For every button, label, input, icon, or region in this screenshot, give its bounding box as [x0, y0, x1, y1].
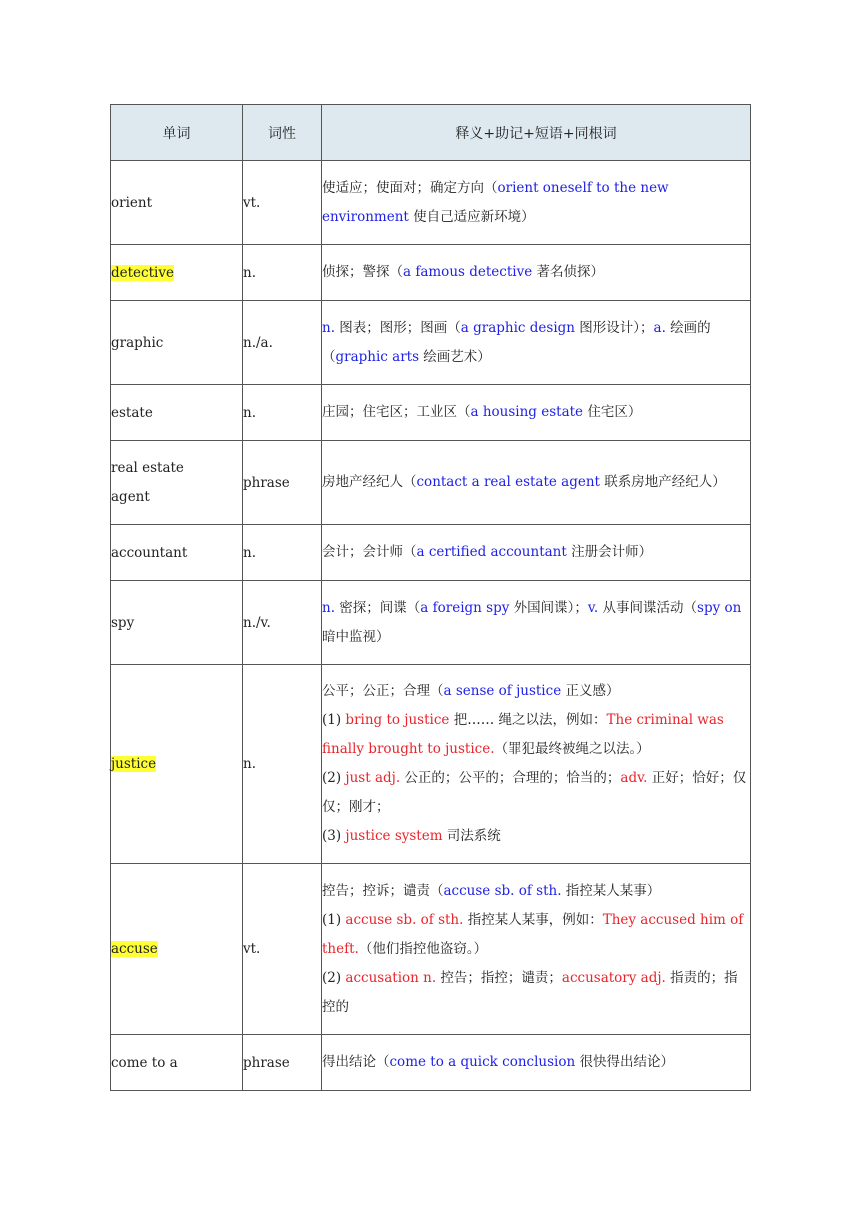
definition-text: (1) — [322, 712, 346, 728]
example-phrase: spy on — [697, 599, 742, 616]
definition-cell — [322, 864, 751, 1035]
definition-cell — [322, 665, 751, 864]
definition-text: 著名侦探） — [532, 264, 604, 280]
example-phrase: a sense of justice — [443, 683, 562, 699]
definition-text: 正好；恰好；仅仅；刚才； — [322, 770, 747, 815]
table-row — [111, 441, 751, 525]
example-phrase: a famous detective — [403, 264, 533, 280]
definition-text: 得出结论（ — [322, 1054, 390, 1070]
pos-cell: n./a. — [243, 301, 322, 385]
definition-text: 庄园；住宅区；工业区（ — [322, 404, 471, 420]
definition-text: 控告；控诉；谴责（ — [322, 882, 444, 899]
word-text: accountant — [111, 544, 188, 561]
word-cell — [111, 161, 243, 245]
pos-cell: n. — [243, 665, 322, 864]
pos-cell: n. — [243, 385, 322, 441]
example-phrase: v. — [587, 599, 599, 616]
pos-cell: n. — [243, 245, 322, 301]
table-row — [111, 245, 751, 301]
definition-line — [322, 174, 750, 232]
definition-line — [322, 314, 750, 372]
definition-line — [322, 1048, 750, 1077]
word-cell — [111, 665, 243, 864]
definition-text: 图形设计）； — [575, 319, 654, 336]
header-row — [111, 105, 751, 161]
pos-cell: n. — [243, 525, 322, 581]
header-pos: 词性 — [243, 105, 322, 161]
table-row — [111, 1035, 751, 1091]
word-cell — [111, 441, 243, 525]
word-text: estate — [111, 404, 153, 421]
word-text: come to a — [111, 1054, 178, 1071]
definition-text: 侦探；警探（ — [322, 264, 403, 280]
definition-cell — [322, 161, 751, 245]
definition-cell — [322, 301, 751, 385]
pos-cell: phrase — [243, 1035, 322, 1091]
definition-text: 控告；指控；谴责； — [436, 969, 562, 986]
vocabulary-table — [110, 104, 751, 1091]
word-cell — [111, 245, 243, 301]
table-row — [111, 301, 751, 385]
definition-text: (2) — [322, 969, 346, 986]
example-phrase: graphic arts — [335, 348, 420, 365]
definition-line — [322, 258, 750, 287]
definition-text: 图表；图形；图画（ — [335, 319, 461, 336]
word-cell — [111, 301, 243, 385]
definition-text: 正义感） — [561, 683, 620, 699]
definition-text: 使自己适应新环境） — [408, 208, 535, 225]
pos-cell: vt. — [243, 864, 322, 1035]
pos-cell: n./v. — [243, 581, 322, 665]
definition-text: 外国间谍）； — [509, 599, 588, 616]
word-cell — [111, 581, 243, 665]
key-phrase: adv. — [620, 770, 648, 786]
key-phrase: accusatory adj. — [561, 969, 666, 986]
table-row — [111, 864, 751, 1035]
definition-text: 使适应；使面对；确定方向（ — [322, 179, 498, 196]
word-text: orient — [111, 194, 153, 211]
example-phrase: come to a quick conclusion — [389, 1054, 576, 1070]
definition-cell — [322, 1035, 751, 1091]
definition-text: 绘画艺术） — [419, 348, 491, 365]
definition-text: 公平；公正；合理（ — [322, 683, 444, 699]
definition-text: 联系房地产经纪人） — [599, 474, 726, 490]
definition-text: （罪犯最终被绳之以法。） — [494, 741, 650, 757]
definition-text: 密探；间谍（ — [335, 599, 421, 616]
definition-cell — [322, 581, 751, 665]
example-phrase: a foreign spy — [420, 599, 510, 616]
example-phrase: accuse sb. of sth. — [443, 882, 562, 899]
definition-line — [322, 764, 750, 822]
table-row — [111, 385, 751, 441]
example-phrase: contact a real estate agent — [416, 474, 600, 490]
word-text: accuse — [111, 941, 158, 957]
definition-text: 司法系统 — [442, 828, 501, 844]
word-text: justice — [111, 756, 157, 772]
example-phrase: n. — [322, 319, 335, 336]
definition-line — [322, 594, 750, 652]
key-phrase: The criminal was finally brought to justice. — [322, 712, 724, 757]
definition-text: （他们指控他盗窃。） — [358, 940, 488, 957]
definition-text: 注册会计师） — [566, 544, 653, 560]
definition-text: (2) — [322, 770, 346, 786]
table-row — [111, 161, 751, 245]
definition-text: 绘画的（ — [322, 319, 711, 365]
definition-cell — [322, 441, 751, 525]
key-phrase: accuse sb. of sth. — [345, 911, 464, 928]
definition-text: 指控某人某事） — [561, 882, 661, 899]
definition-line — [322, 906, 750, 964]
definition-cell — [322, 525, 751, 581]
word-cell — [111, 864, 243, 1035]
example-phrase: n. — [322, 599, 335, 616]
key-phrase: accusation n. — [345, 969, 437, 986]
definition-line — [322, 677, 750, 706]
example-phrase: orient oneself to the new environment — [322, 179, 669, 225]
definition-line — [322, 468, 750, 497]
example-phrase: a graphic design — [460, 319, 575, 336]
word-text: real estate agent — [111, 459, 184, 505]
definition-text: 暗中监视） — [322, 628, 390, 645]
definition-line — [322, 877, 750, 906]
table-row — [111, 581, 751, 665]
key-phrase: justice system — [345, 828, 443, 844]
definition-text: 从事间谍活动（ — [598, 599, 698, 616]
definition-line — [322, 398, 750, 427]
definition-text: 把…… 绳之以法，例如： — [449, 712, 607, 728]
example-phrase: a. — [653, 319, 666, 336]
definition-line — [322, 964, 750, 1022]
word-text: spy — [111, 614, 135, 631]
word-cell — [111, 1035, 243, 1091]
definition-text: 会计；会计师（ — [322, 544, 417, 560]
header-definition: 释义+助记+短语+同根词 — [322, 105, 751, 161]
word-cell — [111, 385, 243, 441]
table-row — [111, 525, 751, 581]
definition-text: 公正的；公平的；合理的；恰当的； — [400, 770, 621, 786]
definition-text: (1) — [322, 911, 346, 928]
definition-line — [322, 706, 750, 764]
header-word: 单词 — [111, 105, 243, 161]
definition-text: 很快得出结论） — [575, 1054, 674, 1070]
definition-text: 房地产经纪人（ — [322, 474, 417, 490]
word-text: detective — [111, 264, 174, 281]
definition-cell — [322, 245, 751, 301]
key-phrase: just adj. — [345, 770, 401, 786]
example-phrase: a certified accountant — [416, 544, 567, 560]
key-phrase: They accused him of theft. — [322, 911, 744, 957]
definition-line — [322, 538, 750, 567]
pos-cell: phrase — [243, 441, 322, 525]
definition-text: (3) — [322, 828, 346, 844]
table-row — [111, 665, 751, 864]
definition-text: 指责的；指控的 — [322, 969, 738, 1015]
example-phrase: a housing estate — [470, 404, 584, 420]
definition-cell — [322, 385, 751, 441]
word-cell — [111, 525, 243, 581]
key-phrase: bring to justice — [345, 712, 450, 728]
definition-text: 指控某人某事，例如： — [463, 911, 603, 928]
definition-text: 住宅区） — [583, 404, 642, 420]
pos-cell: vt. — [243, 161, 322, 245]
word-text: graphic — [111, 334, 164, 351]
definition-line — [322, 822, 750, 851]
